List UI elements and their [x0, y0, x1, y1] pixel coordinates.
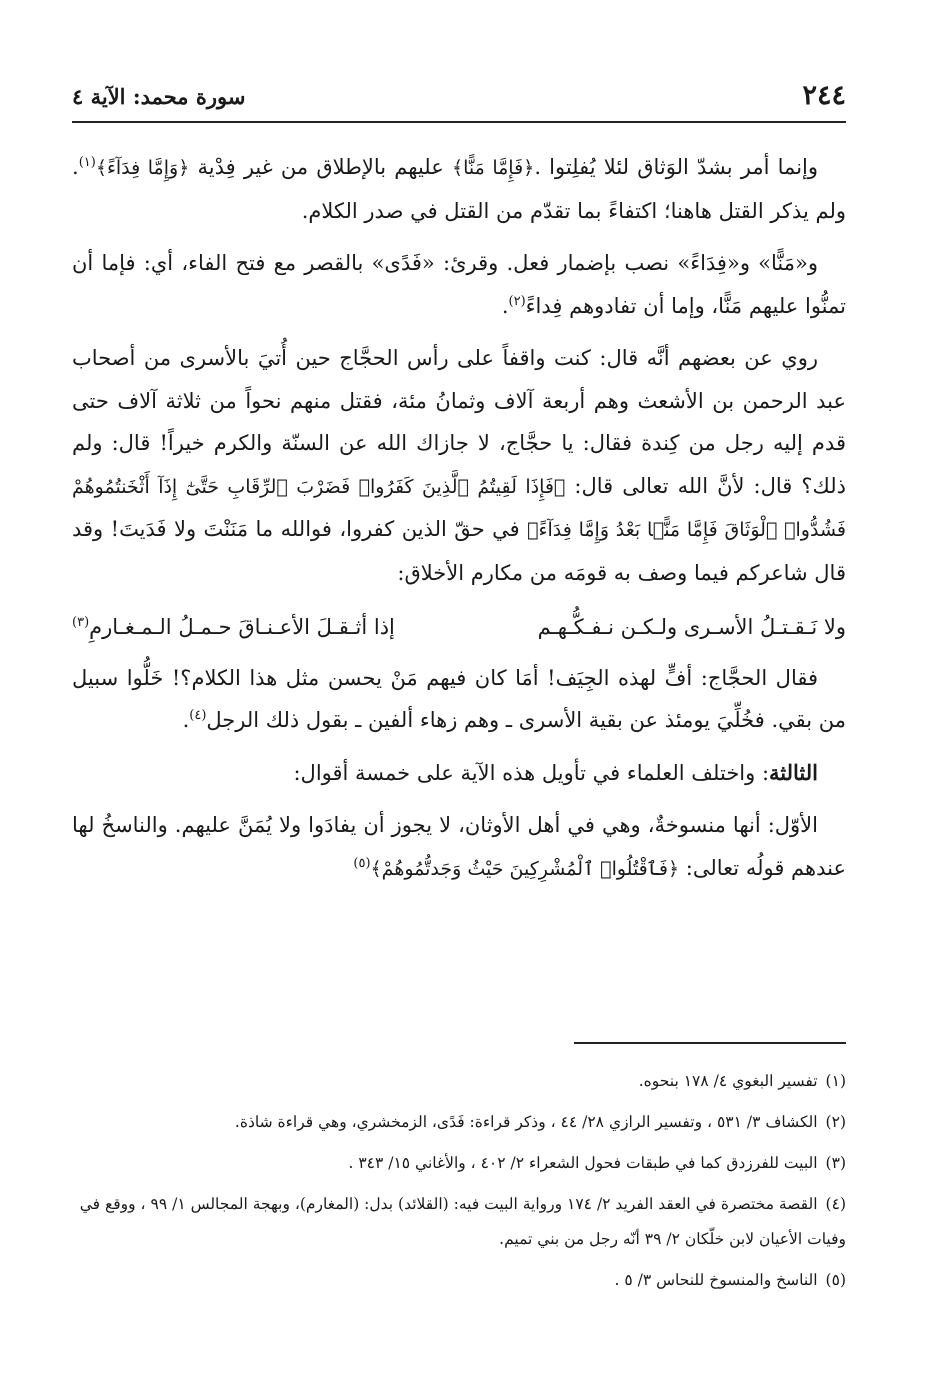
page-number: ٢٤٤	[802, 80, 846, 111]
header-rule	[72, 121, 846, 123]
quran-quote: ﴿فَإِمَّا مَنًّا﴾	[451, 157, 535, 179]
footnote-text: تفسير البغوي ٤/ ١٧٨ بنحوه.	[638, 1072, 818, 1090]
verse-second-hemistich	[72, 606, 395, 649]
text-run: .	[501, 293, 509, 318]
text-run: : واختلف العلماء في تأويل هذه الآية على خمسة أقوال:	[293, 760, 770, 785]
footnote-ref[interactable]: (٥)	[353, 855, 371, 871]
section-lead-word: الثالثة	[769, 759, 818, 785]
quran-quote: ﴿فَٱقْتُلُوا۟ ٱلْمُشْرِكِينَ حَيْثُ وَجَدتُّمُوهُمْ﴾	[370, 857, 680, 880]
footnote-text: الكشاف ٣/ ٥٣١ ، وتفسير الرازي ٢٨/ ٤٤ ، وذكر قراءة: فَدًى، الزمخشري، وهي قراءة شاذة.	[234, 1113, 818, 1131]
footnote-separator	[574, 1042, 846, 1044]
footnote-number: (٤)	[825, 1195, 846, 1213]
poetry-verse	[72, 606, 846, 649]
footnote-ref[interactable]: (١)	[78, 155, 96, 170]
paragraph-2	[72, 242, 846, 327]
footnote-text: الناسخ والمنسوخ للنحاس ٣/ ٥ .	[614, 1271, 818, 1289]
text-run: في حقّ الذين كفروا، فوالله ما مَنَنْتَ ولا فَدَيتَ! وقد قال شاعركم فيما وصف به قومَه من مكارم الأخلاق:	[72, 517, 846, 585]
text-run: .	[182, 708, 190, 732]
footnote-text: البيت للفرزدق كما في طبقات فحول الشعراء ٢/ ٤٠٢ ، والأغاني ١٥/ ٣٤٣ .	[348, 1154, 818, 1172]
footnote-number: (٣)	[825, 1154, 846, 1172]
quran-quote: ﴿فَإِذَا لَقِيتُمُ ٱلَّذِينَ كَفَرُوا۟ فَضَرْبَ ٱلرِّقَابِ حَتَّىٰٓ إِذَآ أَثْخَنتُمُوهُمْ فَشُدُّوا۟ ٱلْوَثَاقَ فَإِمَّا مَنًّۢا بَعْدُ وَإِمَّا فِدَآءً﴾	[72, 475, 846, 541]
footnote-number: (١)	[825, 1072, 846, 1090]
running-head: سورة محمد: الآية ٤	[72, 84, 246, 109]
text-run: . ولم يذكر القتل هاهنا؛ اكتفاءً بما تقدّم من القتل في صدر الكلام.	[72, 155, 846, 223]
main-text	[72, 146, 846, 890]
quran-quote: ﴿وَإِمَّا فِدَآءً﴾	[95, 157, 190, 179]
footnote-ref[interactable]: (٣)	[72, 615, 90, 630]
verse-second-text: إذا أثـقـلَ الأعـنـاقَ حـمـلُ الـمـغـارمِ	[89, 615, 395, 639]
paragraph-1	[72, 146, 846, 232]
paragraph-6	[72, 804, 846, 890]
footnote-ref[interactable]: (٢)	[508, 293, 526, 309]
footnote-5	[72, 1263, 846, 1298]
footnote-text: القصة مختصرة في العقد الفريد ٢/ ١٧٤ ورواية البيت فيه: (القلائد) بدل: (المغارم)، وبهجة المجالس ١/ ٩٩ ، ووقع في وفيات الأعيان لابن خلّكان ٢/ ٣٩ أنّه رجل من بني تميم.	[79, 1195, 846, 1248]
page-header	[72, 74, 846, 122]
text-run: روي عن بعضهم أنَّه قال: كنت واقفاً على رأس الحجَّاج حين أُتيَ بالأسرى من أصحاب عبد الرحمن بن الأشعث وهم أربعة آلاف وثمانُ مئة، فقتل منهم نحواً من ثلاثة آلاف حتى قدم إليه رجل من كِندة فقال: يا حجَّاج، لا جازاك الله عن السنّة والكرم خيراً! قال: ولم ذلك؟ قال: لأنَّ الله تعالى قال:	[72, 346, 846, 498]
paragraph-5	[72, 752, 846, 795]
footnote-1	[72, 1064, 846, 1099]
footnote-ref[interactable]: (٤)	[189, 708, 207, 723]
footnote-2	[72, 1105, 846, 1140]
footnote-4	[72, 1187, 846, 1257]
footnote-3	[72, 1146, 846, 1181]
footnotes	[72, 1064, 846, 1304]
footnote-number: (٢)	[825, 1113, 846, 1131]
text-run: وإنما أمر بشدّ الوَثاق لئلا يُفلِتوا .	[534, 155, 819, 179]
text-run: و«مَنًّا» و«فِدَاءً» نصب بإضمار فعل. وقرئ: «فَدًى» بالقصر مع فتح الفاء، أي: فإما أن تمنُّوا عليهم مَنًّا، وإما أن تفادوهم فِداءً	[72, 251, 846, 318]
footnote-number: (٥)	[825, 1271, 846, 1289]
paragraph-4	[72, 657, 846, 742]
text-run: فقال الحجَّاج: أفٍّ لهذه الجِيَف! أمَا كان فيهم مَنْ يحسن مثل هذا الكلام؟! خَلُّوا سبيل من بقي. فخُلِّيَ يومئذ عن بقية الأسرى ـ وهم زهاء ألفين ـ بقول ذلك الرجل	[72, 665, 846, 732]
text-run: عليهم بالإطلاق من غير فِدْية	[189, 155, 452, 179]
paragraph-3	[72, 337, 846, 594]
text-run: الأوّل: أنها منسوخةٌ، وهي في أهل الأوثان، لا يجوز أن يفادَوا ولا يُمَنَّ عليهم. والناسخُ لها عندهم قولُه تعالى:	[72, 813, 846, 880]
verse-first-hemistich: ولا نَـقـتـلُ الأسـرى ولـكـن نـفـكُّـهـم	[537, 615, 846, 639]
